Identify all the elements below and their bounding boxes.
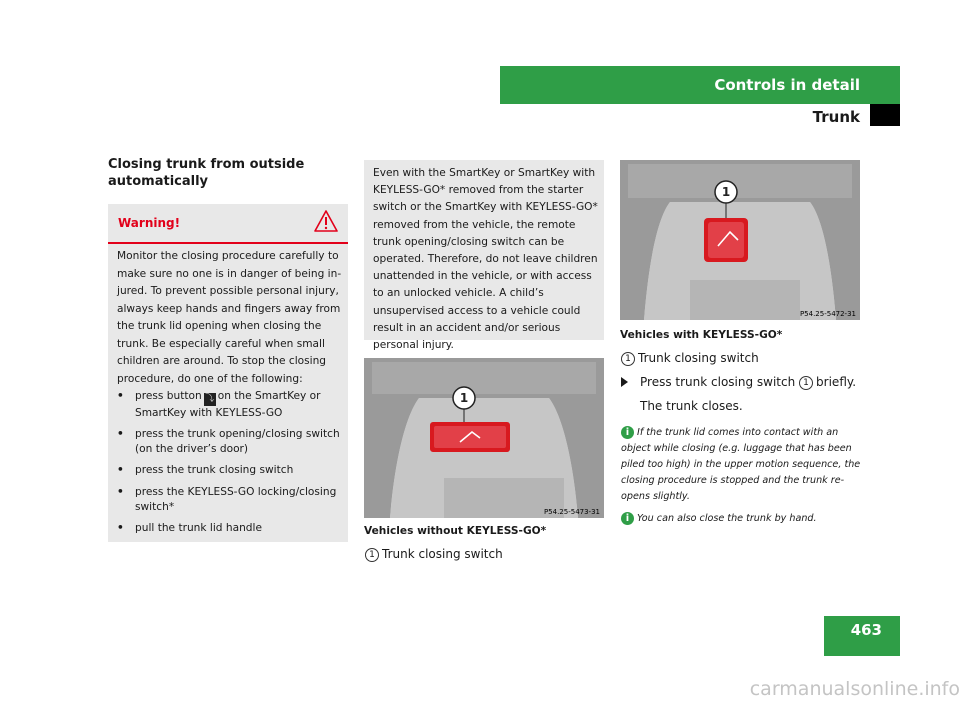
info-icon: i: [621, 512, 634, 525]
watermark: carmanualsonline.info: [749, 678, 960, 700]
header-marker: [870, 104, 900, 126]
legend-number: 1: [365, 548, 379, 562]
figure-code: P54.25-5472-31: [799, 310, 856, 318]
bullet-text: press the trunk opening/closing switch (on the driver’s door): [135, 428, 340, 455]
header-title: Controls in detail: [714, 76, 860, 94]
figure-callout: 1: [721, 185, 731, 199]
legend-number: 1: [621, 352, 635, 366]
warning-bullet: • press the trunk closing switch: [117, 463, 343, 478]
info-note-text: If the trunk lid comes into contact with an object while closing (e.g. luggage that has been piled too high) in the upper motion sequence, the closing procedure is stopped and the trunk re-opens slightly.: [621, 427, 861, 502]
warning-bullet: • press the KEYLESS-GO locking/closing switch*: [117, 485, 343, 515]
trunk-lid-illustration: [620, 160, 860, 320]
info-icon: i: [621, 426, 634, 439]
page-number: 463: [850, 621, 882, 639]
warning-text: Monitor the closing procedure carefully to make sure no one is in danger of being in-jured. To prevent possible personal injury, always keep hands and fingers away from the trunk lid opening when closing the trunk. Be especially careful when small children are around. To stop the closing procedure, do one of the following:: [117, 250, 342, 385]
legend-text: Trunk closing switch: [382, 547, 503, 561]
legend-text: Trunk closing switch: [638, 351, 759, 365]
trunk-close-icon: ⤵: [205, 394, 215, 404]
figure-caption: Vehicles without KEYLESS-GO*: [364, 525, 547, 537]
instruction-post: briefly.: [816, 375, 857, 389]
figure-callout: 1: [459, 391, 469, 405]
bullet-text: pull the trunk lid handle: [135, 522, 262, 534]
trunk-lid-illustration: [364, 358, 604, 518]
figure-code: P54.25-5473-31: [543, 508, 600, 516]
warning-bullet: • press button ⤵ on the SmartKey or SmartKey with KEYLESS-GO: [117, 390, 321, 419]
instruction-pre: Press trunk closing switch: [640, 375, 796, 389]
warning-title: Warning!: [118, 216, 181, 230]
warning-bullet: • press the trunk opening/closing switch (on the driver’s door): [117, 427, 343, 457]
instruction-step: [640, 374, 856, 390]
bullet-pre-text: press button: [135, 390, 202, 402]
info-note: [621, 511, 866, 527]
figure-caption: Vehicles with KEYLESS-GO*: [620, 329, 783, 341]
instruction-result: The trunk closes.: [640, 399, 743, 413]
trunk-photo-without-keyless-go: [364, 358, 604, 518]
warning-bullet: • pull the trunk lid handle: [117, 521, 343, 536]
note-text: Even with the SmartKey or SmartKey with KEYLESS-GO* removed from the starter switch or the SmartKey with KEYLESS-GO* removed from the vehicle, the remote trunk opening/closing switch can be operated. Therefore, do not leave children unattended in the vehicle, or with access to an unlocked vehicle. A child’s unsupervised access to a vehicle could result in an accident and/or serious personal injury.: [373, 167, 598, 352]
info-note-text: You can also close the trunk by hand.: [637, 513, 817, 524]
info-note: [621, 425, 866, 505]
figure-legend: [621, 350, 759, 366]
bullet-text: press the trunk closing switch: [135, 464, 294, 476]
figure-legend: [365, 546, 503, 562]
header-subtitle: Trunk: [812, 108, 860, 126]
section-heading: Closing trunk from outside automatically: [108, 157, 305, 189]
trunk-photo-with-keyless-go: [620, 160, 860, 320]
bullet-text: press the KEYLESS-GO locking/closing switch*: [135, 486, 337, 513]
instruction-number: 1: [799, 376, 813, 390]
bullet-post-text: on the SmartKey or SmartKey with KEYLESS-GO: [135, 390, 321, 419]
warning-triangle-icon: [314, 210, 338, 232]
instruction-arrow-icon: [621, 377, 628, 387]
